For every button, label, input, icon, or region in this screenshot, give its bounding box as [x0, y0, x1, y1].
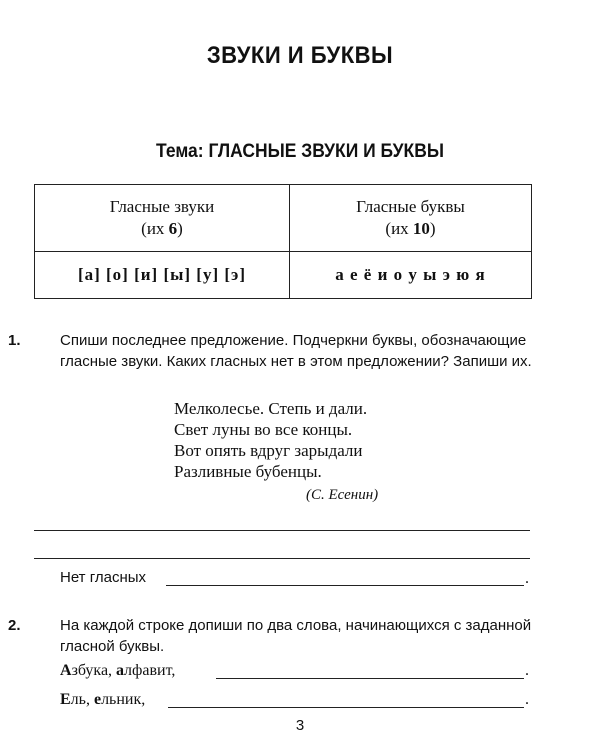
task-2-row-1-answer-line[interactable] [216, 678, 524, 679]
poem-line: Вот опять вдруг зарыдали [174, 441, 363, 460]
missing-vowels-label: Нет гласных [60, 569, 147, 586]
vowel-letters-count: 10 [412, 219, 430, 238]
page-number: 3 [295, 717, 305, 734]
poem-author: (С. Есенин) [306, 487, 379, 503]
poem-line: Свет луны во все концы. [174, 420, 353, 439]
period-mark: . [525, 570, 529, 587]
task-2-row-1-label: Азбука, алфавит, [60, 662, 176, 679]
vowel-letters-cell: а е ё и о у ы э ю я [290, 252, 532, 299]
vowel-letters-header-title: Гласные буквы [356, 197, 465, 216]
vowel-letters-header: Гласные буквы (их 10) [290, 185, 532, 252]
poem [174, 398, 474, 482]
task-1-text-block [8, 330, 544, 372]
task-2 [8, 615, 544, 657]
task-1-number: 1. [8, 332, 21, 349]
task-2-row-2-answer-line[interactable] [168, 707, 524, 708]
vowel-sounds-header: Гласные звуки (их 6) [35, 185, 290, 252]
task-2-number: 2. [8, 617, 21, 634]
table-body-row [35, 252, 532, 299]
vowel-sounds-cell: [а] [о] [и] [ы] [у] [э] [35, 252, 290, 299]
task-2-text-block [8, 615, 544, 657]
vowel-sounds-count: 6 [168, 219, 178, 238]
vowels-table [34, 184, 532, 299]
period-mark: . [525, 691, 529, 708]
period-mark: . [525, 662, 529, 679]
task-1 [8, 330, 544, 372]
page-title: ЗВУКИ И БУКВЫ [206, 42, 394, 69]
task-1-instruction: Спиши последнее предложение. Подчеркни буквы, обозначающие гласные звуки. Каких гласных нет в этом предложении? Запиши их. [60, 332, 532, 370]
missing-vowels-answer-line[interactable] [166, 585, 524, 586]
answer-line-1[interactable] [34, 530, 530, 531]
table-header-row [35, 185, 532, 252]
vowel-sounds-header-title: Гласные звуки [109, 197, 215, 216]
poem-line: Мелколесье. Степь и дали. [174, 399, 368, 418]
task-2-row-2-label: Ель, ельник, [60, 691, 146, 708]
answer-line-2[interactable] [34, 558, 530, 559]
task-2-instruction: На каждой строке допиши по два слова, начинающихся с заданной гласной буквы. [60, 617, 532, 655]
poem-line: Разливные бубенцы. [174, 462, 322, 481]
topic-heading: Тема: ГЛАСНЫЕ ЗВУКИ И БУКВЫ [156, 141, 444, 162]
